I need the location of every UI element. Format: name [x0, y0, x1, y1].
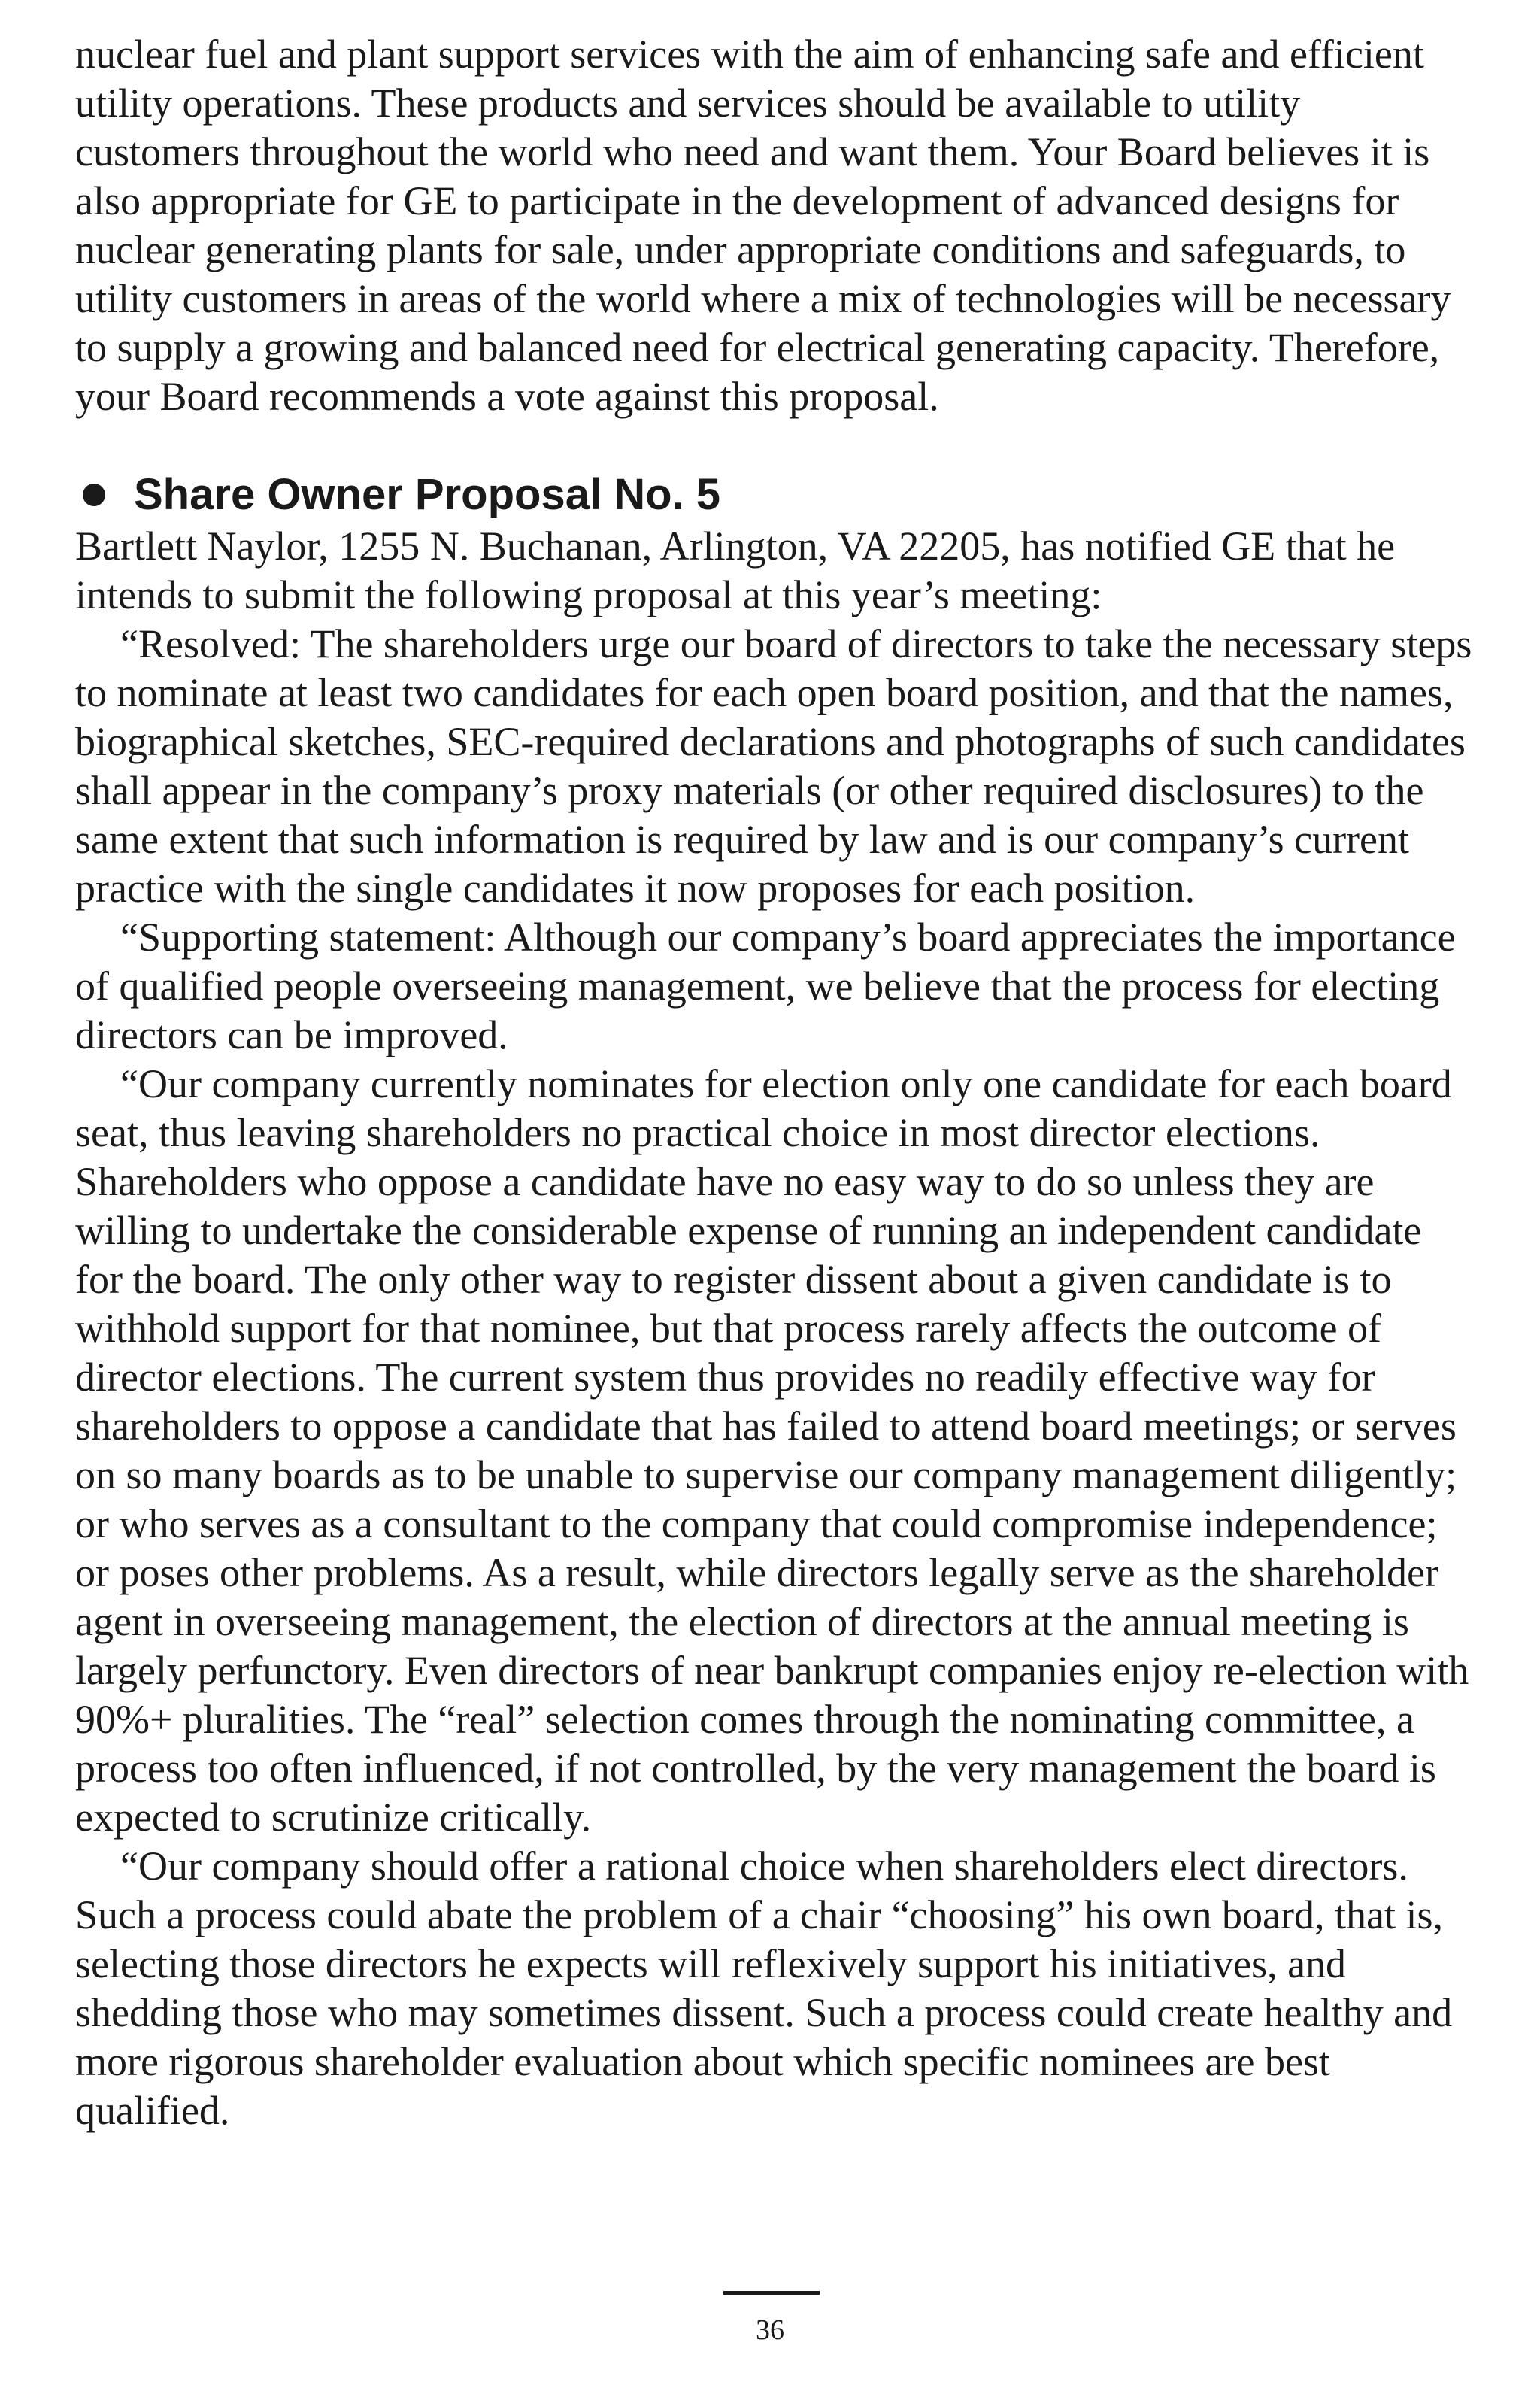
resolution-paragraph: “Resolved: The shareholders urge our board of directors to take the necessary steps to nominate at least two candidates for each open board position, and that the names, biographical sketches, SEC-required declarations and photographs of such candidates shall appear in the company’s proxy materials (or other required disclosures) to the same extent that such information is required by law and is our company’s current practice with the single candidates it now proposes for each position.: [75, 621, 1472, 911]
supporting-statement-paragraph: “Supporting statement: Although our company’s board appreciates the importance of qualified people overseeing management, we believe that the process for electing directors can be improved.: [75, 915, 1456, 1057]
page-number: 36: [756, 2314, 784, 2346]
footer-rule: [723, 2291, 820, 2295]
continued-paragraph: nuclear fuel and plant support services with the aim of enhancing safe and efficient utility operations. These products and services should be available to utility customers throughout the world who need and want them. Your Board believes it is also appropriate for GE to participate in the development of advanced designs for nuclear generating plants for sale, under appropriate conditions and safeguards, to utility customers in areas of the world where a mix of technologies will be necessary to supply a growing and balanced need for electrical generating capacity. Therefore, your Board recommends a vote against this proposal.: [75, 32, 1451, 419]
document-page: [75, 30, 1474, 2135]
proposal-intro: Bartlett Naylor, 1255 N. Buchanan, Arlington, VA 22205, has notified GE that he intends to submit the following proposal at this year’s meeting:: [75, 523, 1396, 617]
bullet-icon: [83, 484, 105, 506]
rational-choice-paragraph: “Our company should offer a rational choice when shareholders elect directors. Such a process could abate the problem of a chair “choosing” his own board, that is, selecting those directors he expects will reflexively support his initiatives, and shedding those who may sometimes dissent. Such a process could create healthy and more rigorous shareholder evaluation about which specific nominees are best qualified.: [75, 1843, 1453, 2133]
current-practice-paragraph: “Our company currently nominates for election only one candidate for each board seat, thus leaving shareholders no practical choice in most director elections. Shareholders who oppose a candidate have no easy way to do so unless they are willing to undertake the considerable expense of running an independent candidate for the board. The only other way to register dissent about a given candidate is to withhold support for that nominee, but that process rarely affects the outcome of director elections. The current system thus provides no readily effective way for shareholders to oppose a candidate that has failed to attend board meetings; or serves on so many boards as to be unable to supervise our company management diligently; or who serves as a consultant to the company that could compromise independence; or poses other problems. As a result, while directors legally serve as the shareholder agent in overseeing management, the election of directors at the annual meeting is largely perfunctory. Even directors of near bankrupt companies enjoy re-election with 90%+ pluralities. The “real” selection comes through the nominating committee, a process too often influenced, if not controlled, by the very management the board is expected to scrutinize critically.: [75, 1061, 1469, 1840]
section-heading-text: Share Owner Proposal No. 5: [134, 470, 720, 519]
section-heading: [75, 468, 1474, 522]
